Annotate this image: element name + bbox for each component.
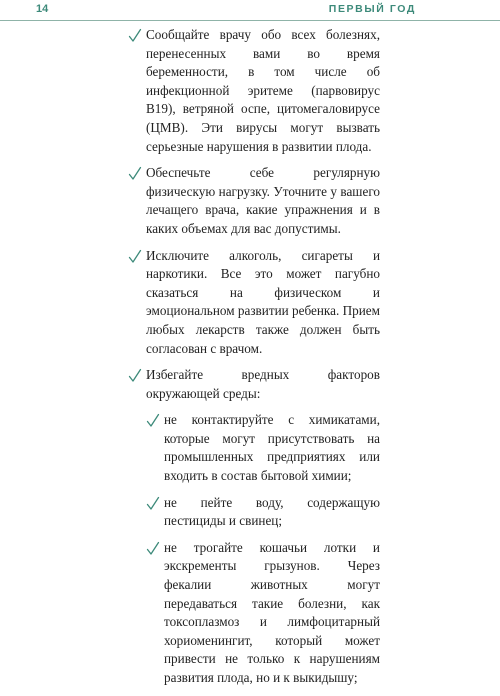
checkmark-icon [128,166,142,181]
checklist-subitem-text: не трогайте кошачьи лотки и экскременты грызунов. Через фекалии животных могут передаваться такие болезни, как токсоплазмоз и лимфоцитарный хориоменингит, который может привести не только к нарушениям развития плода, но и к выкидышу; [164,539,380,685]
checkmark-icon [128,249,142,264]
checklist-item-text: Избегайте вредных факторов окружающей среды: [146,367,380,401]
checklist-subitem [146,411,380,485]
checklist-item-text: Исключите алкоголь, сигареты и наркотики. Все это может пагубно сказаться на физическом и эмоциональном развитии ребенка. Прием любых лекарств также должен быть согласован с врачом. [146,247,380,356]
checklist-subitem [146,539,380,688]
checklist-item [128,26,380,156]
checklist-item-text: Сообщайте врачу обо всех болезнях, перенесенных вами во время беременности, в том числе об инфекционной эритеме (парвовирус B19), ветряной оспе, цитомегаловирусе (ЦМВ). Эти вирусы могут вызвать серьезные нарушения в развитии плода. [146,27,380,154]
checkmark-icon [128,368,142,383]
checklist [128,26,380,696]
running-header [0,0,500,21]
checklist-subitem-text: не контактируйте с химикатами, которые могут присутствовать на промышленных предприятиях или входить в состав бытовой химии; [164,412,380,484]
checklist-item [128,366,380,403]
checklist-item [128,247,380,359]
checkmark-icon [146,413,160,428]
checkmark-icon [146,496,160,511]
page-number: 14 [36,3,49,15]
checklist-item [128,164,380,238]
running-title: ПЕРВЫЙ ГОД [328,3,416,15]
checkmark-icon [146,541,160,556]
checklist-subitem [146,494,380,531]
checkmark-icon [128,28,142,43]
checklist-subitem-text: не пейте воду, содержащую пестициды и свинец; [164,494,380,529]
checklist-item-text: Обеспечьте себе регулярную физическую нагрузку. Уточните у вашего лечащего врача, какие упражнения и в каких объемах для вас допустимы. [146,165,380,236]
